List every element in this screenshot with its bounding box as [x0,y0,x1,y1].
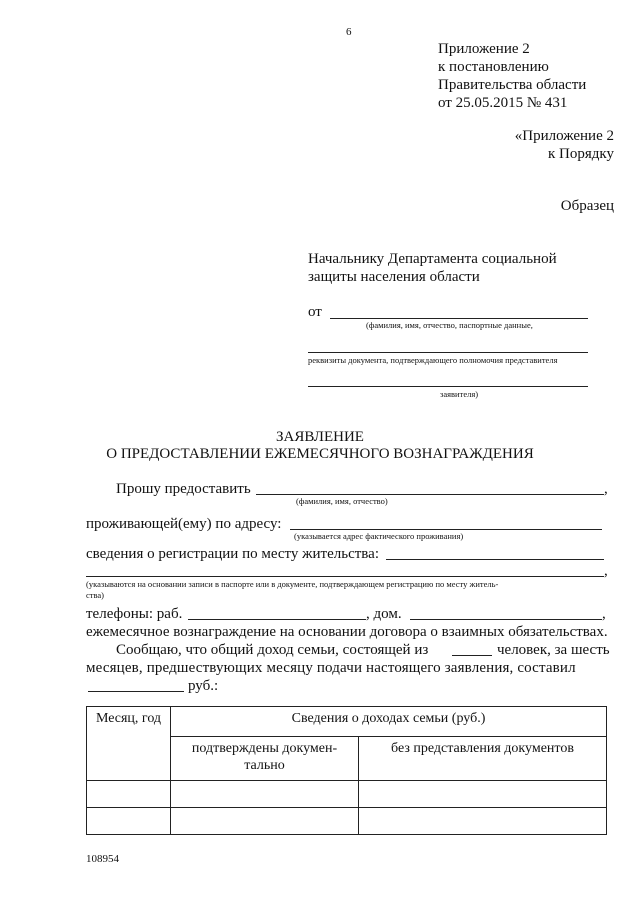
requisites-line[interactable] [308,352,588,353]
from-label: от [308,304,322,320]
income-text-1a: Сообщаю, что общий доход семьи, состоящей из [116,642,429,658]
hint-registration-1: (указываются на основании записи в паспорте или в документе, подтверждающем регистрацию по месту житель- [86,579,499,589]
income-sum-line[interactable] [88,691,184,692]
registration-comma: , [604,563,608,579]
page-number: 6 [346,26,352,38]
footer-code: 108954 [86,853,119,865]
from-line[interactable] [330,318,588,319]
phones-comma: , [602,606,606,622]
registration-line-1[interactable] [386,559,604,560]
request-comma: , [604,481,608,497]
income-text-1b: человек, за шесть [497,642,610,658]
annex-header-line-3: Правительства области [438,77,587,93]
sub-unconfirmed-header: без представления документов [359,737,607,781]
col-month-header: Месяц, год [87,707,171,781]
income-text-2: месяцев, предшествующих месяцу подачи настоящего заявления, составил [86,660,576,676]
annex-inner-line-1: «Приложение 2 [514,128,614,144]
registration-label: сведения о регистрации по месту жительства: [86,546,379,562]
address-label: проживающей(ему) по адресу: [86,516,282,532]
family-size-line[interactable] [452,655,492,656]
hint-registration-2: ства) [86,590,104,600]
table-cell[interactable] [359,781,607,808]
addressee-line-1: Начальнику Департамента социальной [308,251,557,267]
annex-header-line-2: к постановлению [438,59,549,75]
request-fio-line[interactable] [256,494,604,495]
request-label: Прошу предоставить [116,481,251,497]
title-line-2: О ПРЕДОСТАВЛЕНИИ ЕЖЕМЕСЯЧНОГО ВОЗНАГРАЖДЕНИЯ [106,446,534,462]
sample-label: Образец [560,198,614,214]
hint-address: (указывается адрес фактического проживания) [294,531,464,541]
table-cell[interactable] [171,781,359,808]
hint-fio-passport: (фамилия, имя, отчество, паспортные данные, [366,320,533,330]
hint-applicant: заявителя) [440,389,479,399]
registration-line-2[interactable] [86,576,604,577]
reward-line: ежемесячное вознаграждение на основании договора о взаимных обязательствах. [86,624,608,640]
col-income-header: Сведения о доходах семьи (руб.) [171,707,607,737]
annex-inner-line-2: к Порядку [548,146,614,162]
annex-header-line-4: от 25.05.2015 № 431 [438,95,568,111]
table-cell[interactable] [87,781,171,808]
title-line-1: ЗАЯВЛЕНИЕ [276,429,364,445]
table-cell[interactable] [359,808,607,835]
sub-confirmed-header: подтверждены докумен- тально [171,737,359,781]
rub-label: руб.: [188,678,219,694]
table-cell[interactable] [171,808,359,835]
phones-work-label: телефоны: раб. [86,606,183,622]
hint-requisites: реквизиты документа, подтверждающего полномочия представителя [308,355,558,365]
applicant-line[interactable] [308,386,588,387]
table-cell[interactable] [87,808,171,835]
annex-header-line-1: Приложение 2 [438,41,530,57]
phones-home-label: , дом. [366,606,402,622]
income-table [86,706,607,835]
addressee-line-2: защиты населения области [308,269,480,285]
phone-home-line[interactable] [410,619,602,620]
phone-work-line[interactable] [188,619,366,620]
address-line[interactable] [290,529,602,530]
hint-request-fio: (фамилия, имя, отчество) [296,496,388,506]
